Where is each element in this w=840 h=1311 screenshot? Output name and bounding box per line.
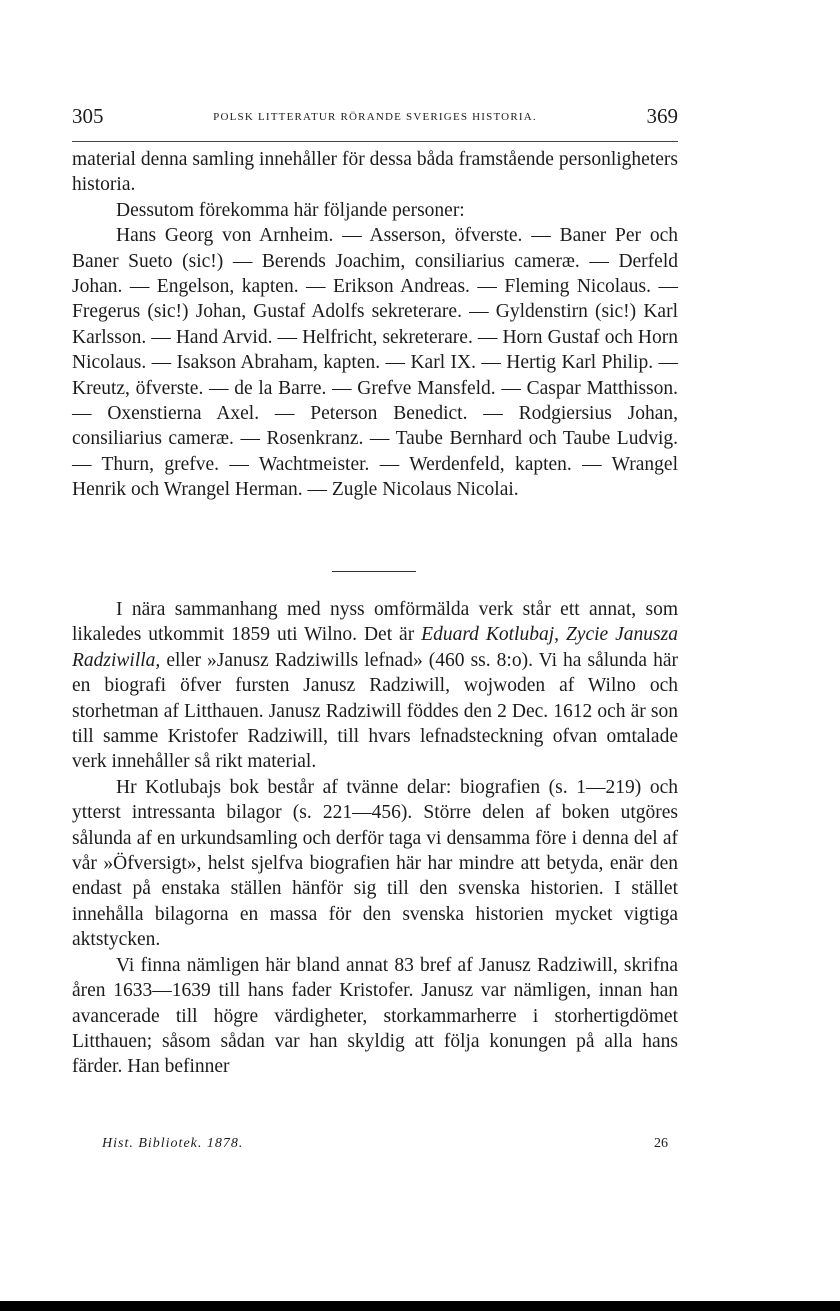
paragraph-continuation: material denna samling innehåller för dessa båda framstående personligheters historia. — [72, 149, 678, 196]
section-persons — [72, 147, 678, 503]
footer-sheet-number: 26 — [654, 1136, 668, 1151]
paragraph-book-structure: Hr Kotlubajs bok består af tvänne delar: biografien (s. 1—219) och ytterst intressanta bilagor (s. 221—456). Större delen af boken utgöres sålunda af en urkundsamling och derför taga vi densamma före i denna del af vår »Öfversigt», helst sjelfva biografien här har mindre att betyda, enär den endast på enstaka ställen hänför sig till den svenska historien. I stället innehålla bilagorna en massa för den svenska historien mycket vigtiga aktstycken. — [72, 776, 678, 951]
running-title: POLSK LITTERATUR RÖRANDE SVERIGES HISTORIA. — [213, 111, 537, 123]
paragraph-kotlubaj-intro — [72, 597, 678, 775]
page-footer — [72, 1136, 678, 1158]
text-run: eller »Janusz Radziwills lefnad» (460 ss. 8:o). Vi ha sålunda här en biografi öfver fursten Janusz Radziwill, wojwoden af Wilno och storhetman af Litthauen. Janusz Radziwill föddes den 2 Dec. 1612 och är son till samme Kristofer Radziwill, till hvars lefnadsteckning ofvan omtalade verk innehåller så rikt material. — [72, 649, 678, 773]
text-run: I nära sammanhang med nyss omförmälda verk står ett annat, som likaledes utkommit 1859 uti Wilno. Det är — [72, 599, 678, 646]
paragraph-intro-persons: Dessutom förekomma här följande personer: — [116, 199, 465, 221]
paragraph-persons-list: Hans Georg von Arnheim. — Asserson, öfverste. — Baner Per och Baner Sueto (sic!) — Berends Joachim, consiliarius cameræ. — Derfeld Johan. — Engelson, kapten. — Erikson Andreas. — Fleming Nicolaus. — Fregerus (sic!) Johan, Gustaf Adolfs sekreterare. — Gyldenstirn (sic!) Karl Karlsson. — Hand Arvid. — Helfricht, sekreterare. — Horn Gustaf och Horn Nicolaus. — Isakson Abraham, kapten. — Karl IX. — Hertig Karl Philip. — Kreutz, öfverste. — de la Barre. — Grefve Mansfeld. — Caspar Matthisson. — Oxenstierna Axel. — Peterson Benedict. — Rodgiersius Johan, consiliarius cameræ. — Rosenkranz. — Taube Bernhard och Taube Ludvig. — Thurn, grefve. — Wachtmeister. — Werdenfeld, kapten. — Wrangel Henrik och Wrangel Herman. — Zugle Nicolaus Nicolai. — [72, 225, 678, 501]
paragraph-letters: Vi finna nämligen här bland annat 83 bref af Janusz Radziwill, skrifna åren 1633—1639 till hans fader Kristofer. Janusz var nämligen, innan han avancerade till högre värdigheter, storkammarherre i storhertigdömet Litthauen; såsom sådan var han skyldig att följa konungen på alla hans färder. Han befinner — [72, 954, 678, 1078]
section-separator — [332, 571, 416, 572]
page-number-right: 369 — [646, 104, 678, 128]
footer-signature: Hist. Bibliotek. 1878. — [102, 1136, 244, 1151]
scan-edge-bar — [0, 1301, 840, 1311]
book-title: Eduard Kotlubaj, Zycie Janusza Radziwilla, — [72, 624, 678, 671]
section-radziwill — [72, 597, 678, 1080]
running-header — [72, 104, 678, 134]
page-number-left: 305 — [72, 104, 104, 128]
header-rule — [72, 141, 678, 142]
